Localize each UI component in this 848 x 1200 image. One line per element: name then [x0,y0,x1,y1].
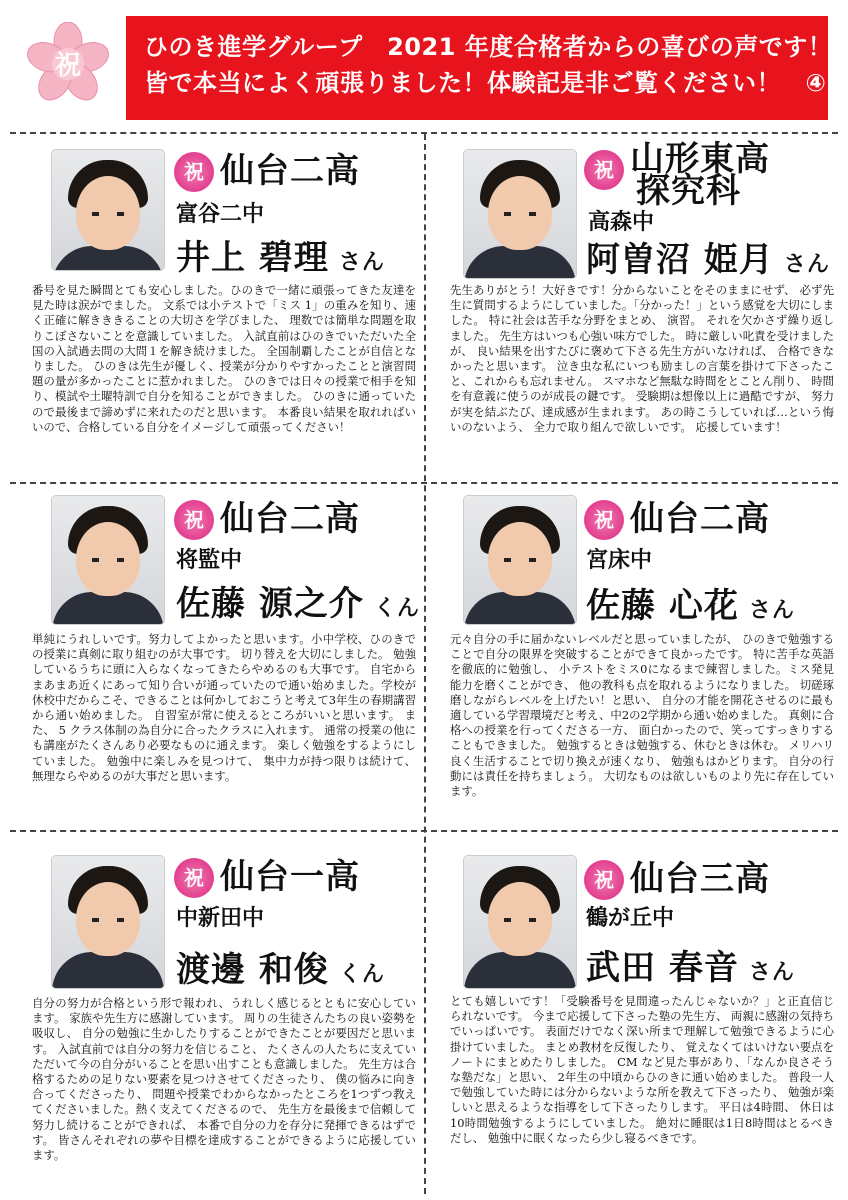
celebration-badge-icon: 祝 [584,500,624,540]
celebration-badge-icon: 祝 [174,858,214,898]
celebration-badge-icon: 祝 [584,860,624,900]
student-photo [52,150,164,270]
high-school-name: 仙台一高 [220,857,360,897]
honorific: くん [338,962,385,987]
high-school-name: 山形東高 [630,139,770,179]
header-line-2: 皆で本当によく頑張りました！体験記是非ご覧ください！ ④ [144,69,827,97]
high-school-name: 仙台三高 [630,859,770,899]
honorific: さん [748,598,795,623]
honorific: くん [373,596,420,621]
student-name: 佐藤 心花 さん [586,586,795,626]
high-school-name: 仙台二高 [220,151,360,191]
student-photo [52,496,164,624]
honorific: さん [748,960,795,985]
honorific: さん [338,250,385,275]
divider-vertical [424,134,426,1194]
testimonial-text: 先生ありがとう！大好きです！分からないことをそのままにせず、 必ず先生に質問するようにしていました。「分かった！」という感覚を大切にしました。 特に社会は苦手な分野をまとめ、 演習。 それを欠かさず繰り返しました。 先生方はいつも心強い味方でした。 時に厳しい叱責を受けましたが、 良い結果を出すたびに褒めて下さる先生方がいなければ、 合格できなかったと思います。 泣き虫な私にいつも励ましの言葉を掛けて下さったこと、これからも忘れません。 スマホなど無駄な時間をとことん削り、 時間を有意義に使うのが成長の鍵です。 受験期は想像以上に過酷ですが、 努力が実を結ぶたび、達成感が生まれます。 あの時こうしていれば…という悔いのないよう、 全力で取り組んで欲しいです。 応援しています！ [450,283,834,434]
student-name: 佐藤 源之介 くん [176,584,420,624]
junior-high-name: 富谷二中 [176,202,265,227]
high-school-name: 仙台二高 [630,499,770,539]
junior-high-name: 鶴が丘中 [586,906,675,931]
junior-high-name: 中新田中 [176,906,265,931]
student-photo [464,150,576,278]
celebration-badge-icon: 祝 [174,152,214,192]
student-name: 渡邊 和俊 くん [176,950,385,990]
celebration-badge-icon: 祝 [584,150,624,190]
junior-high-name: 宮床中 [586,548,653,573]
header-banner [126,16,833,120]
honorific: さん [783,252,830,277]
high-school-name: 仙台二高 [220,499,360,539]
course-name: 探究科 [636,171,741,211]
testimonial-text: 単純にうれしいです。努力してよかったと思います。小中学校、ひのきでの授業に真剣に取り組むのが大事です。 切り替えを大切にしました。 勉強しているうちに頭に入らなくなってきたらやめるのも大事です。 自宅からまあまあ近くにあって知り合いが通っていたので通い始めました。学校が休校中だからこそ、できることは何かしておこうと考えて3年生の春期講習から通い始めました。 自習室が常に使えるところがいいと思います。 また、 5 クラス体制の為自分に合ったクラスに入れます。 通常の授業の他にも講座がたくさんあり必要なものに通えます。 楽しく勉強をするようにしていました。 勉強中に楽しみを見つけて、 集中力が持つ限りは続けて、 無理ならやめるのが大事だと思います。 [32,632,416,783]
testimonial-text: とても嬉しいです！「受験番号を見間違ったんじゃないか？」と正直信じられないです。 今まで応援して下さった塾の先生方、 両親に感謝の気持ちでいっぱいです。 表面だけでなく深い所まで理解して勉強できるように心掛けていました。 まとめ教材を反復したり、 覚えなくてはいけない要点をノートにまとめたりしました。 CM など見た事があり、「なんか良さそうな塾だな」と思い、 2年生の中頃からひのきに通い始めました。 普段一人で勉強していた時には分からないような所を教えて下さったり、 勉強が楽しいと思えるような指導をして下さったりします。 平日は4時間、 休日は10時間勉強するようにしていました。 絶対に睡眠は1日8時間はとるべきだし、 勉強中に眠くなったら少し寝るべきです。 [450,994,834,1145]
student-photo [52,856,164,988]
flower-char: 祝 [54,51,82,81]
student-photo [464,856,576,988]
testimonial-text: 番号を見た瞬間とても安心しました。ひのきで一緒に頑張ってきた友達を見た時は涙がでました。 文系では小テストで「ミス 1」の重みを知り、速く正確に解きききることの大切さを学びました、 理数では簡単な問題を取りこぼさないことを意識していました。 入試直前はひのきでいただいた全国の入試過去問の大問１を解き続けました。 全国制覇したことが自信となりました。 ひのきは先生が優しく、授業が分かりやすかったことと演習問題の量が多かったことに惹かれました。 ひのきでは日々の授業で相手を知り、模試や土曜特訓で自分を知ることができました。 ひのきに通っていたので最後まで諦めずに来れたのだと思います。 本番良い結果を取れればいいので、合格している自分をイメージして頑張ってください！ [32,283,416,434]
celebration-flower-icon [26,22,110,106]
student-name: 阿曽沼 姫月 さん [586,240,830,280]
header-line-1: ひのき進学グループ 2021 年度合格者からの喜びの声です！ [144,33,833,61]
celebration-badge-icon: 祝 [174,500,214,540]
junior-high-name: 高森中 [588,210,655,235]
student-name: 井上 碧理 さん [176,238,385,278]
student-photo [464,496,576,624]
testimonial-text: 自分の努力が合格という形で報われ、うれしく感じるとともに安心しています。 家族や先生方に感謝しています。 周りの生徒さんたちの良い姿勢を吸収し、 自分の勉強に生かしたりすることができたことが要因だと思います。 入試直前では自分の努力を信じること、 たくさんの人たちに支えていただいて今の自分がいることを思い出すことも意識しました。 先生方は合格するための足りない要素を見つけさせてくださったり、 僕の悩みに向き合ってくださったり、 問題や授業でわからなかったところを1つずつ教えてくださいました。熱く支えてくださるので、 先生方を最後まで信頼して努力し続けることができれば、 本番で自分の力を存分に発揮できるはずです。 皆さんそれぞれの夢や目標を達成することができるように応援しています。 [32,996,416,1163]
junior-high-name: 将監中 [176,548,243,573]
testimonial-text: 元々自分の手に届かないレベルだと思っていましたが、 ひのきで勉強することで自分の限界を突破することができて良かったです。 特に苦手な英語を徹底的に勉強し、 小テストをミス0になるまで練習しました。ミス発見能力を磨くことができ、 他の教科も点を取れるようになりました。 切磋琢磨しながらレベルを上げたい！と思い、 自分の才能を開花させるのに最も適している学習環境だと考え、中2の2学期から通い始めました。 真剣に合格への授業を行ってくださる一方、 面白かったので、笑ってすっきりすることもできました。 勉強するときは勉強する、休むときは休む。 メリハリ良く生活することで切り換えが速くなり、 勉強もはかどります。 自分の行動には責任を持ちましょう。 大切なものは欲しいものより先に存在しています。 [450,632,834,799]
student-name: 武田 春音 さん [586,948,795,988]
